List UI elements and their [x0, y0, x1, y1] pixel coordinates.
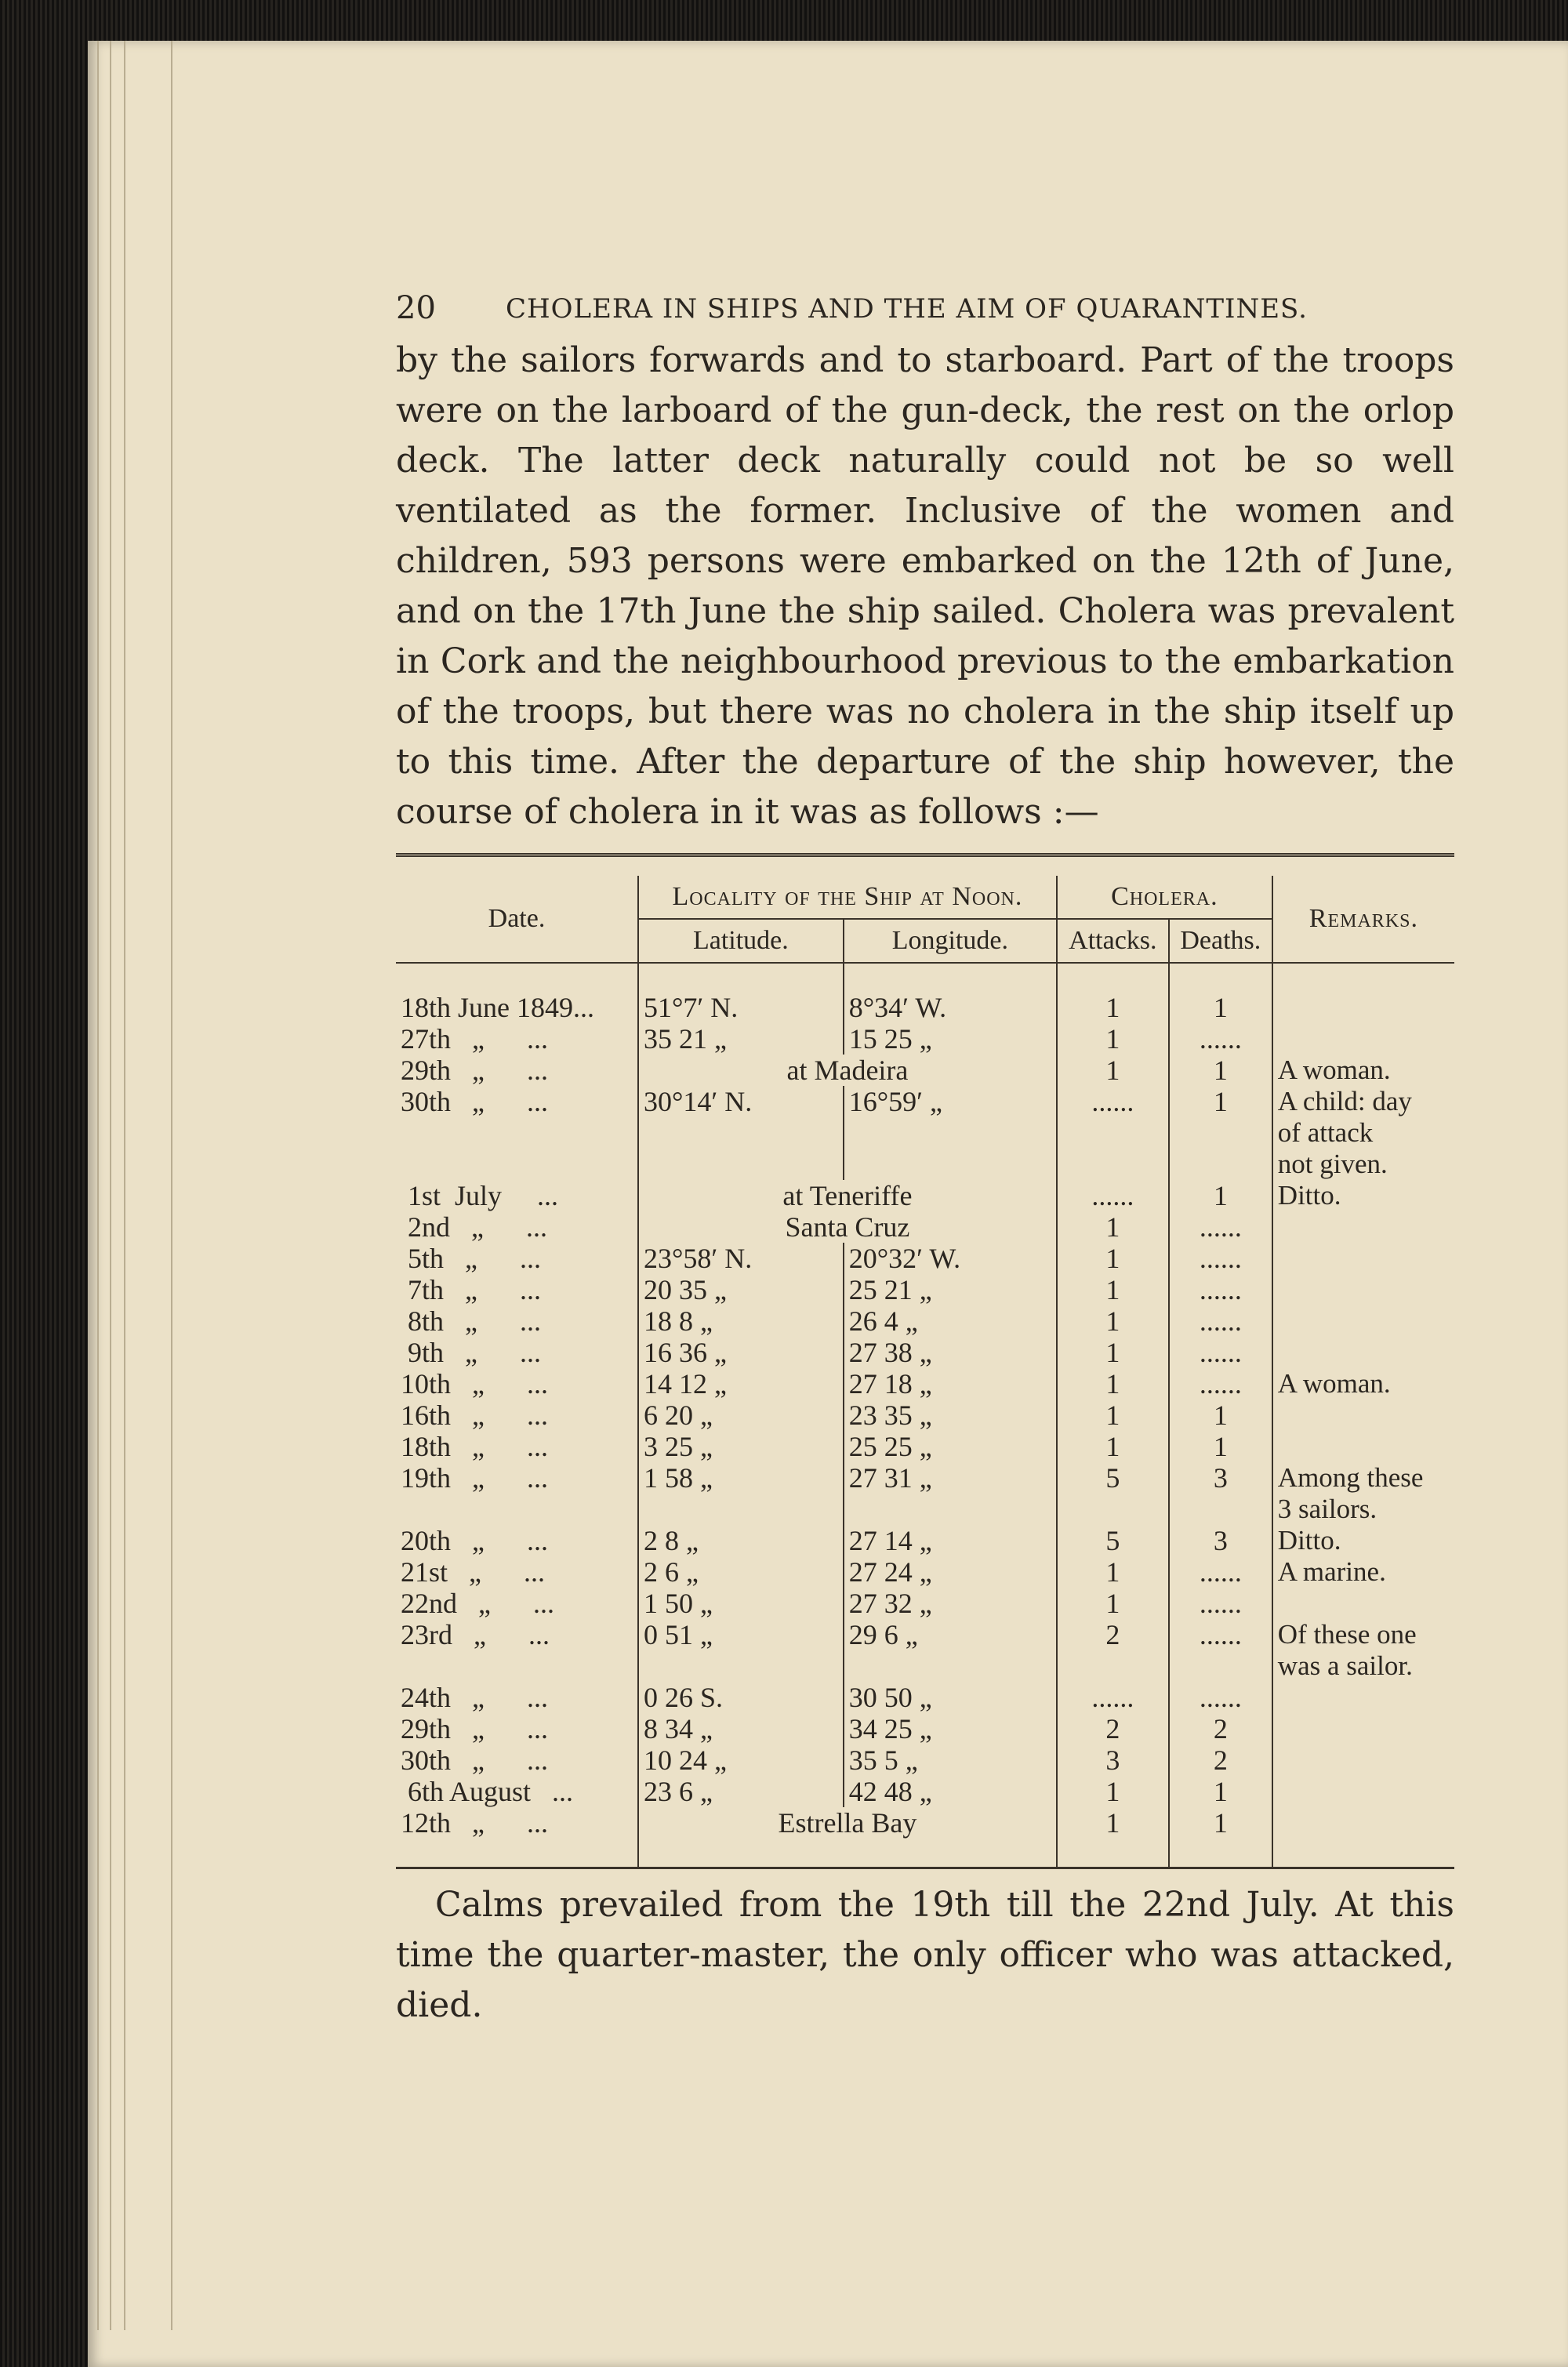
table-row: [396, 1023, 1454, 1055]
latitude-cell: 18 8 „: [638, 1305, 844, 1337]
attacks-cell: ......: [1057, 1180, 1169, 1211]
deaths-cell: ......: [1169, 1368, 1272, 1400]
date-cell: 30th „ ...: [401, 1086, 548, 1117]
attacks-cell: 1: [1057, 1431, 1169, 1462]
date-cell: 16th „ ...: [401, 1400, 548, 1431]
latitude-cell: 35 21 „: [638, 1023, 844, 1055]
remarks-cell: [1272, 1807, 1454, 1839]
deaths-cell: 1: [1169, 1776, 1272, 1807]
closing-paragraph: Calms prevailed from the 19th till the 22nd July. At this time the quarter-master, the only officer who was attacked, died.: [396, 1885, 1454, 2025]
attacks-cell: 3: [1057, 1744, 1169, 1776]
attacks-cell: 1: [1057, 992, 1169, 1023]
remarks-cell: A child: day of attack not given.: [1272, 1086, 1454, 1180]
table-row: [396, 1337, 1454, 1368]
attacks-cell: 2: [1057, 1713, 1169, 1744]
date-cell: 1st July ...: [401, 1180, 559, 1211]
remarks-cell: Among these 3 sailors.: [1272, 1462, 1454, 1525]
deaths-cell: ......: [1169, 1274, 1272, 1305]
deaths-cell: ......: [1169, 1556, 1272, 1588]
date-cell: 19th „ ...: [401, 1462, 548, 1494]
attacks-cell: 1: [1057, 1211, 1169, 1243]
table-row: [396, 1619, 1454, 1682]
date-cell: 2nd „ ...: [401, 1211, 547, 1243]
deaths-cell: ......: [1169, 1243, 1272, 1274]
remarks-cell: [1272, 1243, 1454, 1274]
remarks-cell: [1272, 1400, 1454, 1431]
page-edge: [171, 41, 172, 2330]
longitude-cell: 27 24 „: [844, 1556, 1057, 1588]
date-cell: 18th „ ...: [401, 1431, 548, 1462]
remarks-cell: [1272, 1274, 1454, 1305]
table-row: [396, 1682, 1454, 1713]
cholera-table: [396, 853, 1454, 1869]
locality-cell: Estrella Bay: [638, 1807, 1057, 1839]
date-cell: 30th „ ...: [401, 1744, 548, 1776]
table-row: [396, 1368, 1454, 1400]
remarks-cell: [1272, 1588, 1454, 1619]
latitude-cell: 0 26 S.: [638, 1682, 844, 1713]
latitude-cell: 6 20 „: [638, 1400, 844, 1431]
table-row: [396, 1431, 1454, 1462]
remarks-cell: [1272, 1431, 1454, 1462]
attacks-cell: 1: [1057, 1055, 1169, 1086]
date-cell: 29th „ ...: [401, 1055, 548, 1086]
date-cell: 23rd „ ...: [401, 1619, 550, 1650]
attacks-cell: 1: [1057, 1305, 1169, 1337]
attacks-cell: 1: [1057, 1807, 1169, 1839]
header-deaths: Deaths.: [1169, 919, 1272, 963]
longitude-cell: 25 21 „: [844, 1274, 1057, 1305]
deaths-cell: ......: [1169, 1305, 1272, 1337]
table-row: [396, 1305, 1454, 1337]
latitude-cell: 1 58 „: [638, 1462, 844, 1525]
attacks-cell: 1: [1057, 1588, 1169, 1619]
latitude-cell: 1 50 „: [638, 1588, 844, 1619]
header-remarks: Remarks.: [1272, 876, 1454, 963]
longitude-cell: 30 50 „: [844, 1682, 1057, 1713]
attacks-cell: 5: [1057, 1462, 1169, 1525]
page-edge: [110, 41, 111, 2330]
latitude-cell: 10 24 „: [638, 1744, 844, 1776]
remarks-cell: [1272, 1211, 1454, 1243]
latitude-cell: 23 6 „: [638, 1776, 844, 1807]
header-attacks: Attacks.: [1057, 919, 1169, 963]
body-paragraph: by the sailors forwards and to starboard. Part of the troops were on the larboard of the gun-deck, the rest on the orlop deck. The latter deck naturally could not be so well ventilated as the former. Inclusive of the women and children, 593 persons were embarked on the 12th of June, and on the 17th June the ship sailed. Cholera was prevalent in Cork and the neighbourhood previous to the embarkation of the troops, but there was no cholera in the ship itself up to this time. After the departure of the ship however, the course of cholera in it was as follows :—: [396, 340, 1454, 832]
deaths-cell: ......: [1169, 1682, 1272, 1713]
longitude-cell: 42 48 „: [844, 1776, 1057, 1807]
date-cell: 8th „ ...: [401, 1305, 541, 1337]
latitude-cell: 20 35 „: [638, 1274, 844, 1305]
longitude-cell: 27 31 „: [844, 1462, 1057, 1525]
longitude-cell: 16°59′ „: [844, 1086, 1057, 1180]
deaths-cell: ......: [1169, 1337, 1272, 1368]
remarks-cell: A woman.: [1272, 1055, 1454, 1086]
table-row: [396, 1274, 1454, 1305]
latitude-cell: 2 8 „: [638, 1525, 844, 1556]
latitude-cell: 14 12 „: [638, 1368, 844, 1400]
deaths-cell: 1: [1169, 1180, 1272, 1211]
deaths-cell: ......: [1169, 1023, 1272, 1055]
table-row: [396, 1744, 1454, 1776]
remarks-cell: [1272, 1713, 1454, 1744]
longitude-cell: 15 25 „: [844, 1023, 1057, 1055]
header-date: Date.: [488, 904, 546, 933]
longitude-cell: 34 25 „: [844, 1713, 1057, 1744]
attacks-cell: 1: [1057, 1023, 1169, 1055]
table-row: [396, 1400, 1454, 1431]
date-cell: 10th „ ...: [401, 1368, 548, 1400]
longitude-cell: 8°34′ W.: [844, 992, 1057, 1023]
remarks-cell: [1272, 1337, 1454, 1368]
table-row: [396, 1055, 1454, 1086]
remarks-cell: [1272, 1776, 1454, 1807]
latitude-cell: 30°14′ N.: [638, 1086, 844, 1180]
deaths-cell: ......: [1169, 1588, 1272, 1619]
deaths-cell: ......: [1169, 1619, 1272, 1682]
longitude-cell: 20°32′ W.: [844, 1243, 1057, 1274]
table-row: [396, 1776, 1454, 1807]
longitude-cell: 26 4 „: [844, 1305, 1057, 1337]
table-row: [396, 1180, 1454, 1211]
locality-cell: at Teneriffe: [638, 1180, 1057, 1211]
deaths-cell: 1: [1169, 1086, 1272, 1180]
attacks-cell: 1: [1057, 1368, 1169, 1400]
deaths-cell: 1: [1169, 1431, 1272, 1462]
date-cell: 29th „ ...: [401, 1713, 548, 1744]
longitude-cell: 23 35 „: [844, 1400, 1057, 1431]
locality-cell: Santa Cruz: [638, 1211, 1057, 1243]
remarks-cell: A woman.: [1272, 1368, 1454, 1400]
remarks-cell: [1272, 1023, 1454, 1055]
date-cell: 22nd „ ...: [401, 1588, 554, 1619]
remarks-cell: [1272, 992, 1454, 1023]
attacks-cell: 2: [1057, 1619, 1169, 1682]
remarks-cell: Of these one was a sailor.: [1272, 1619, 1454, 1682]
remarks-cell: [1272, 1744, 1454, 1776]
date-cell: 24th „ ...: [401, 1682, 548, 1713]
page-content: [396, 282, 1454, 2065]
attacks-cell: 5: [1057, 1525, 1169, 1556]
date-cell: 9th „ ...: [401, 1337, 541, 1368]
latitude-cell: 16 36 „: [638, 1337, 844, 1368]
date-cell: 21st „ ...: [401, 1556, 545, 1588]
remarks-cell: Ditto.: [1272, 1525, 1454, 1556]
remarks-cell: [1272, 1305, 1454, 1337]
attacks-cell: 1: [1057, 1400, 1169, 1431]
deaths-cell: 1: [1169, 992, 1272, 1023]
locality-cell: at Madeira: [638, 1055, 1057, 1086]
latitude-cell: 2 6 „: [638, 1556, 844, 1588]
header-locality: Locality of the Ship at Noon.: [638, 876, 1057, 919]
longitude-cell: 29 6 „: [844, 1619, 1057, 1682]
date-cell: 18th June 1849...: [401, 992, 594, 1023]
table-row: [396, 1588, 1454, 1619]
remarks-cell: [1272, 1682, 1454, 1713]
date-cell: 6th August ...: [401, 1776, 574, 1807]
attacks-cell: 1: [1057, 1776, 1169, 1807]
table-row: [396, 1525, 1454, 1556]
running-header: [396, 282, 1454, 329]
running-title: CHOLERA IN SHIPS AND THE AIM OF QUARANTINES.: [506, 293, 1308, 325]
header-longitude: Longitude.: [844, 919, 1057, 963]
date-cell: 27th „ ...: [401, 1023, 548, 1055]
attacks-cell: ......: [1057, 1086, 1169, 1180]
attacks-cell: 1: [1057, 1243, 1169, 1274]
latitude-cell: 51°7′ N.: [638, 992, 844, 1023]
longitude-cell: 27 18 „: [844, 1368, 1057, 1400]
longitude-cell: 25 25 „: [844, 1431, 1057, 1462]
page-number: 20: [396, 290, 436, 326]
table-row: [396, 1462, 1454, 1525]
page-edge: [124, 41, 125, 2330]
table-row: [396, 1243, 1454, 1274]
date-cell: 7th „ ...: [401, 1274, 541, 1305]
deaths-cell: ......: [1169, 1211, 1272, 1243]
date-cell: 12th „ ...: [401, 1807, 548, 1839]
table-row: [396, 1086, 1454, 1180]
attacks-cell: 1: [1057, 1337, 1169, 1368]
attacks-cell: 1: [1057, 1274, 1169, 1305]
header-cholera: Cholera.: [1057, 876, 1272, 919]
longitude-cell: 35 5 „: [844, 1744, 1057, 1776]
latitude-cell: 23°58′ N.: [638, 1243, 844, 1274]
latitude-cell: 8 34 „: [638, 1713, 844, 1744]
deaths-cell: 3: [1169, 1462, 1272, 1525]
remarks-cell: A marine.: [1272, 1556, 1454, 1588]
deaths-cell: 1: [1169, 1807, 1272, 1839]
table-row: [396, 1807, 1454, 1839]
longitude-cell: 27 32 „: [844, 1588, 1057, 1619]
page-edge: [97, 41, 99, 2330]
table-row: [396, 1211, 1454, 1243]
table-row: [396, 1556, 1454, 1588]
deaths-cell: 2: [1169, 1713, 1272, 1744]
attacks-cell: 1: [1057, 1556, 1169, 1588]
remarks-cell: Ditto.: [1272, 1180, 1454, 1211]
deaths-cell: 1: [1169, 1055, 1272, 1086]
longitude-cell: 27 38 „: [844, 1337, 1057, 1368]
table-row: [396, 1713, 1454, 1744]
deaths-cell: 1: [1169, 1400, 1272, 1431]
date-cell: 20th „ ...: [401, 1525, 548, 1556]
header-latitude: Latitude.: [638, 919, 844, 963]
longitude-cell: 27 14 „: [844, 1525, 1057, 1556]
date-cell: 5th „ ...: [401, 1243, 541, 1274]
deaths-cell: 2: [1169, 1744, 1272, 1776]
attacks-cell: ......: [1057, 1682, 1169, 1713]
latitude-cell: 3 25 „: [638, 1431, 844, 1462]
deaths-cell: 3: [1169, 1525, 1272, 1556]
table-row: [396, 992, 1454, 1023]
latitude-cell: 0 51 „: [638, 1619, 844, 1682]
